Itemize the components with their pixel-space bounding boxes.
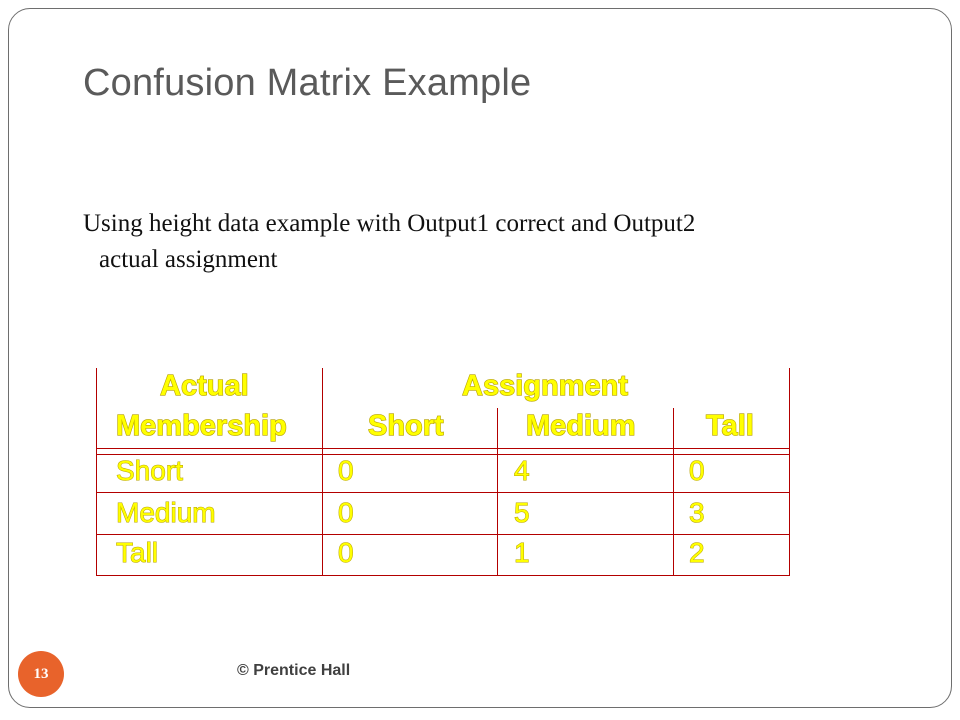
cell-tall-short: 0 xyxy=(338,537,354,568)
slide-number-badge: 13 xyxy=(18,651,64,697)
cell-short-medium: 4 xyxy=(514,455,530,486)
grid-line-header-1 xyxy=(96,448,790,449)
cell-tall-medium: 1 xyxy=(514,537,530,568)
grid-line-row2 xyxy=(96,534,790,535)
cell-medium-short: 0 xyxy=(338,497,354,528)
grid-line-col1 xyxy=(322,368,323,576)
row-label-short: Short xyxy=(116,455,183,486)
column-header-short: Short xyxy=(368,410,444,442)
grid-line-right xyxy=(789,368,790,576)
header-membership: Membership xyxy=(116,410,287,442)
cell-short-tall: 0 xyxy=(689,455,705,486)
column-header-medium: Medium xyxy=(526,410,636,442)
cell-medium-tall: 3 xyxy=(689,497,705,528)
slide-body xyxy=(83,206,883,278)
header-actual: Actual xyxy=(160,370,249,402)
confusion-matrix-table xyxy=(96,368,790,576)
footer-copyright: © Prentice Hall xyxy=(237,662,351,679)
grid-line-row1 xyxy=(96,492,790,493)
cell-tall-tall: 2 xyxy=(689,537,705,568)
cell-medium-medium: 5 xyxy=(514,497,530,528)
column-header-tall: Tall xyxy=(706,410,754,442)
slide-frame xyxy=(8,8,952,708)
body-line-1: Using height data example with Output1 correct and Output2 xyxy=(83,210,696,237)
grid-line-bottom xyxy=(96,575,790,576)
header-assignment: Assignment xyxy=(462,370,628,402)
slide-title: Confusion Matrix Example xyxy=(83,62,532,104)
grid-line-header-2 xyxy=(96,454,790,455)
row-label-medium: Medium xyxy=(116,497,216,528)
grid-line-left xyxy=(96,368,97,576)
body-line-2: actual assignment xyxy=(99,246,278,273)
row-label-tall: Tall xyxy=(116,537,159,568)
cell-short-short: 0 xyxy=(338,455,354,486)
